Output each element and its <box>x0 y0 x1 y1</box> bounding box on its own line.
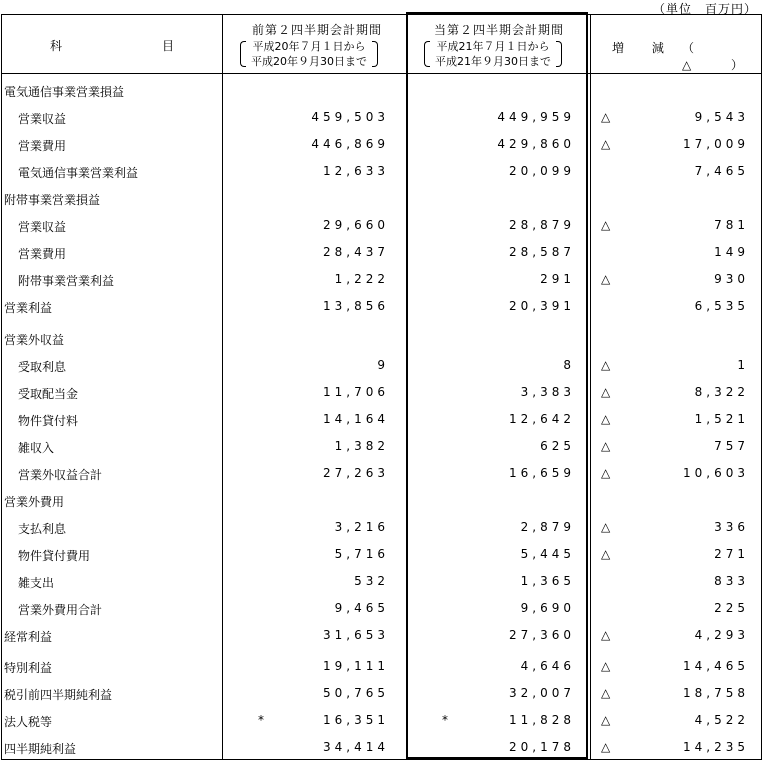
change-value: 930 <box>714 272 749 286</box>
decrease-mark: △ <box>601 686 611 700</box>
row-label: 営業収益 <box>18 220 67 234</box>
table-row <box>2 707 761 734</box>
table-row <box>2 568 761 595</box>
table-row <box>2 514 761 541</box>
prev-range-end: 平成20年９月30日まで <box>251 55 367 68</box>
table-row <box>2 266 761 293</box>
cur-period-value: 9,690 <box>520 601 575 615</box>
decrease-mark: △ <box>601 218 611 232</box>
income-statement-table <box>1 14 762 760</box>
table-row <box>2 185 761 212</box>
decrease-mark: △ <box>601 740 611 754</box>
decrease-mark: △ <box>601 137 611 151</box>
table-row <box>2 77 761 104</box>
change-value: 8,322 <box>694 385 749 399</box>
table-row <box>2 131 761 158</box>
prev-period-value: 532 <box>354 574 389 588</box>
row-label: 電気通信事業営業利益 <box>18 166 139 180</box>
change-value: 833 <box>714 574 749 588</box>
prev-period-value: 16,351 <box>323 713 389 727</box>
row-label: 営業外収益 <box>4 333 65 347</box>
row-label: 税引前四半期純利益 <box>4 688 113 702</box>
prev-period-value: 34,414 <box>323 740 389 754</box>
prev-range-start: 平成20年７月１日から <box>252 40 366 53</box>
table-row <box>2 352 761 379</box>
table-row <box>2 212 761 239</box>
change-value: 14,235 <box>683 740 749 754</box>
row-label: 雑収入 <box>18 441 55 455</box>
change-value: 336 <box>714 520 749 534</box>
prev-period-range <box>240 39 378 69</box>
table-row <box>2 541 761 568</box>
current-period-highlight-box <box>406 12 588 759</box>
decrease-mark: △ <box>601 713 611 727</box>
row-label: 四半期純利益 <box>4 742 77 756</box>
cur-period-value: 2,879 <box>520 520 575 534</box>
change-value: 1,521 <box>694 412 749 426</box>
row-label: 受取配当金 <box>18 387 79 401</box>
prev-period-value: 459,503 <box>311 110 389 124</box>
row-label: 営業利益 <box>4 301 53 315</box>
change-value: 757 <box>714 439 749 453</box>
cur-period-value: 4,646 <box>520 659 575 673</box>
prev-period-value: 9 <box>377 358 389 372</box>
change-value: 14,465 <box>683 659 749 673</box>
prev-period-value: 14,164 <box>323 412 389 426</box>
row-label: 営業費用 <box>18 247 67 261</box>
table-row <box>2 622 761 649</box>
row-label: 支払利息 <box>18 522 67 536</box>
prev-period-value: 1,222 <box>334 272 389 286</box>
change-value: 10,603 <box>683 466 749 480</box>
decrease-mark: △ <box>601 272 611 286</box>
prev-period-value: 11,706 <box>323 385 389 399</box>
cur-period-value: 16,659 <box>509 466 575 480</box>
cur-period-value: 28,879 <box>509 218 575 232</box>
row-label: 受取利息 <box>18 360 67 374</box>
decrease-mark: △ <box>601 659 611 673</box>
table-row <box>2 293 761 320</box>
table-row <box>2 325 761 352</box>
prev-period-value: 31,653 <box>323 628 389 642</box>
cur-period-header: 当第２四半期会計期間 <box>433 23 564 37</box>
cur-period-value: 12,642 <box>509 412 575 426</box>
row-label: 経常利益 <box>4 630 53 644</box>
row-label: 特別利益 <box>4 661 53 675</box>
prev-period-value: 1,382 <box>334 439 389 453</box>
table-row <box>2 653 761 680</box>
cur-period-value: 3,383 <box>520 385 575 399</box>
cur-period-value: 625 <box>540 439 575 453</box>
change-value: 6,535 <box>694 299 749 313</box>
table-header <box>2 15 761 74</box>
prev-period-value: 28,437 <box>323 245 389 259</box>
prev-period-value: 29,660 <box>323 218 389 232</box>
change-value: 1 <box>737 358 749 372</box>
cur-period-value: 28,587 <box>509 245 575 259</box>
subject-header-left: 科 <box>50 39 63 53</box>
column-divider <box>222 15 223 73</box>
prev-period-value: 27,263 <box>323 466 389 480</box>
table-row <box>2 487 761 514</box>
row-label: 附帯事業営業損益 <box>4 193 101 207</box>
cur-range-end: 平成21年９月30日まで <box>435 55 551 68</box>
decrease-mark: △ <box>601 110 611 124</box>
row-label: 物件貸付料 <box>18 414 79 428</box>
table-row <box>2 433 761 460</box>
cur-period-value: 32,007 <box>509 686 575 700</box>
prev-period-value: 446,869 <box>311 137 389 151</box>
row-label: 物件貸付費用 <box>18 549 91 563</box>
change-header: 増 減 <box>612 41 676 55</box>
table-row <box>2 104 761 131</box>
decrease-mark: △ <box>601 520 611 534</box>
subject-header-right: 目 <box>162 39 175 53</box>
decrease-mark: △ <box>601 547 611 561</box>
prev-period-value: 9,465 <box>334 601 389 615</box>
table-row <box>2 734 761 761</box>
prev-period-value: 12,633 <box>323 164 389 178</box>
table-row <box>2 595 761 622</box>
prev-period-value: 5,716 <box>334 547 389 561</box>
change-value: 149 <box>714 245 749 259</box>
prev-period-value: 19,111 <box>323 659 389 673</box>
unit-label: （単位 百万円） <box>652 2 757 16</box>
row-label: 法人税等 <box>4 715 53 729</box>
row-label: 営業収益 <box>18 112 67 126</box>
row-label: 営業外費用 <box>4 495 65 509</box>
cur-period-value: 27,360 <box>509 628 575 642</box>
change-value: 18,758 <box>683 686 749 700</box>
cur-period-value: 20,099 <box>509 164 575 178</box>
decrease-mark: △ <box>601 439 611 453</box>
cur-period-value: 8 <box>563 358 575 372</box>
change-value: 17,009 <box>683 137 749 151</box>
prev-period-value: 13,856 <box>323 299 389 313</box>
decrease-mark: △ <box>601 466 611 480</box>
cur-period-value: 1,365 <box>520 574 575 588</box>
row-label: 雑支出 <box>18 576 55 590</box>
prev-period-value: 3,216 <box>334 520 389 534</box>
row-label: 営業外費用合計 <box>18 603 103 617</box>
change-value: 7,465 <box>694 164 749 178</box>
change-header-paren: （ △ ） <box>682 41 762 72</box>
cur-period-value: 5,445 <box>520 547 575 561</box>
table-row <box>2 406 761 433</box>
row-label: 電気通信事業営業損益 <box>4 85 125 99</box>
table-row <box>2 379 761 406</box>
row-label: 営業費用 <box>18 139 67 153</box>
change-value: 225 <box>714 601 749 615</box>
change-value: 4,293 <box>694 628 749 642</box>
footnote-mark: * <box>258 713 264 727</box>
cur-range-start: 平成21年７月１日から <box>436 40 550 53</box>
column-divider <box>590 15 591 73</box>
table-row <box>2 239 761 266</box>
row-label: 営業外収益合計 <box>18 468 103 482</box>
cur-period-value: 11,828 <box>509 713 575 727</box>
cur-period-value: 449,959 <box>497 110 575 124</box>
change-value: 781 <box>714 218 749 232</box>
prev-period-value: 50,765 <box>323 686 389 700</box>
cur-period-value: 20,178 <box>509 740 575 754</box>
cur-period-value: 20,391 <box>509 299 575 313</box>
table-row <box>2 680 761 707</box>
row-label: 附帯事業営業利益 <box>18 274 115 288</box>
decrease-mark: △ <box>601 358 611 372</box>
prev-period-header: 前第２四半期会計期間 <box>251 23 382 37</box>
decrease-mark: △ <box>601 628 611 642</box>
change-value: 9,543 <box>694 110 749 124</box>
cur-period-value: 291 <box>540 272 575 286</box>
change-value: 4,522 <box>694 713 749 727</box>
footnote-mark: * <box>442 713 448 727</box>
cur-period-value: 429,860 <box>497 137 575 151</box>
table-row <box>2 460 761 487</box>
table-row <box>2 158 761 185</box>
change-value: 271 <box>714 547 749 561</box>
decrease-mark: △ <box>601 412 611 426</box>
decrease-mark: △ <box>601 385 611 399</box>
